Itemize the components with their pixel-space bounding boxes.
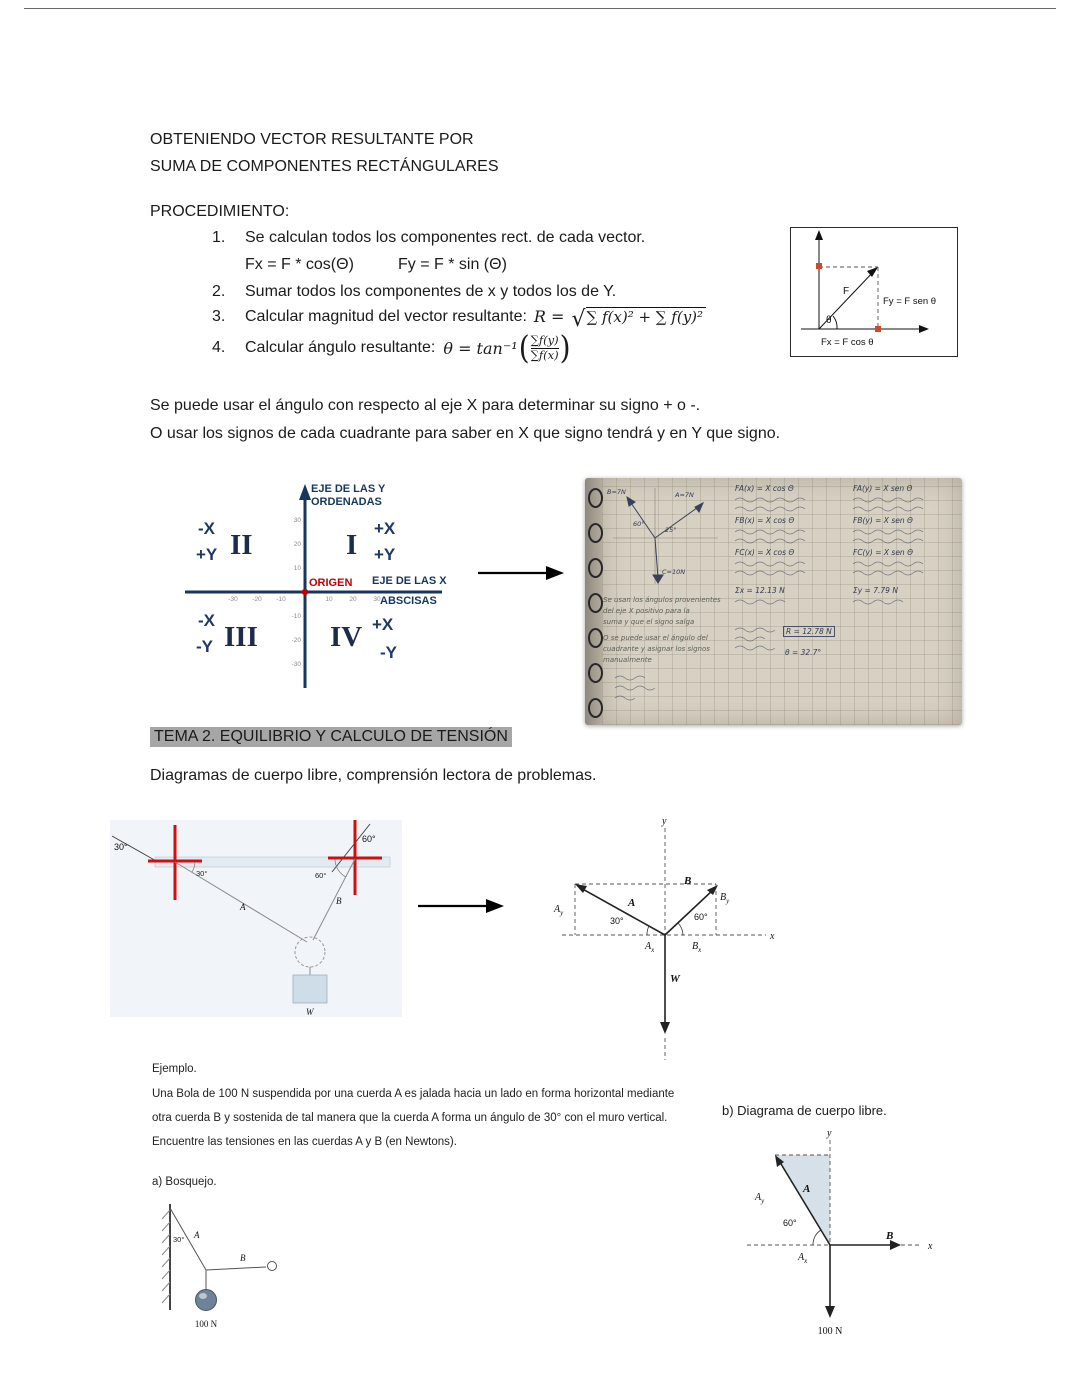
quadrant-4-labels xyxy=(330,615,398,662)
handwriting-line: FB(x) = X cos Θ xyxy=(735,516,795,525)
step1-text: Se calculan todos los componentes rect. de cada vector. xyxy=(245,229,646,246)
handwriting-result: R = 12.78 N xyxy=(783,626,835,637)
example-line1: Una Bola de 100 N suspendida por una cuerda A es jalada hacia un lado en forma horizontal mediante xyxy=(152,1088,675,1100)
example-part-b-label: b) Diagrama de cuerpo libre. xyxy=(722,1103,887,1118)
handwriting-line: FB(y) = X sen Θ xyxy=(853,516,913,525)
q4-roman: IV xyxy=(330,621,363,653)
step3-number: 3. xyxy=(212,307,226,325)
step4-text: Calcular ángulo resultante: xyxy=(245,339,436,357)
example-line3: Encuentre las tensiones en las cuerdas A y B (en Newtons). xyxy=(152,1136,457,1148)
fbd2-weight-label: 100 N xyxy=(817,1326,843,1337)
handwriting-squiggles xyxy=(585,478,962,725)
q3-sign-x: -X xyxy=(198,611,215,630)
fbd2-construction-lines xyxy=(747,1140,921,1245)
angle-right-outer: 60° xyxy=(362,834,376,844)
signs-paragraph-line1: Se puede usar el ángulo con respecto al eje X para determinar su signo + o -. xyxy=(150,397,701,414)
fbd2-a-vector-label: A xyxy=(803,1183,811,1195)
tension-setup-figure xyxy=(110,812,402,1017)
force-components-diagram xyxy=(790,227,958,357)
close-paren: ) xyxy=(559,328,571,367)
step4-formula-lhs: θ = tan⁻¹ xyxy=(443,338,518,358)
fbd1-y-axis-label: y xyxy=(662,816,667,827)
tick-x: -10 xyxy=(276,596,286,603)
tick-x: -20 xyxy=(252,596,262,603)
figure-background xyxy=(110,820,402,1017)
handwriting-result: θ = 32.7° xyxy=(785,648,822,657)
ball-highlight xyxy=(199,1293,207,1299)
fraction-denominator: ∑f(x) xyxy=(530,347,559,362)
example-part-a-label: a) Bosquejo. xyxy=(152,1176,217,1188)
sketch-rope-b-label: B xyxy=(240,1253,246,1263)
q3-sign-y: -Y xyxy=(196,637,213,656)
origin-dot xyxy=(302,589,308,595)
step1-formula-fx: Fx = F * cos(Θ) xyxy=(245,256,354,273)
fy-component-label: Fy = F sen θ xyxy=(883,296,937,307)
fbd2-y-axis-label: y xyxy=(827,1128,832,1139)
page-top-rule xyxy=(24,8,1056,9)
handwriting-note: manualmente xyxy=(603,656,652,664)
sketch-a-label: A=7N xyxy=(675,491,694,499)
x-axis-label-2: ABSCISAS xyxy=(380,595,437,607)
handwriting-line: FC(y) = X sen Θ xyxy=(853,548,913,557)
example-line2: otra cuerda B y sostenida de tal manera que la cuerda A forma un ángulo de 30° con el muro vertical. xyxy=(152,1112,668,1124)
tick-y: 30 xyxy=(293,517,301,524)
doc-title-line2: SUMA DE COMPONENTES RECTÁNGULARES xyxy=(150,158,499,175)
fbd1-by-label: $B_y$ xyxy=(720,892,730,905)
handwriting-line: Σy = 7.79 N xyxy=(853,586,898,595)
fbd2-ax-label: $A_x$ xyxy=(798,1252,808,1265)
notebook-photo xyxy=(585,478,962,725)
fbd1-angle-b: 60° xyxy=(694,912,708,922)
step3-text: Calcular magnitud del vector resultante: xyxy=(245,307,527,325)
signs-paragraph-line2: O usar los signos de cada cuadrante para saber en X que signo tendrá y en Y que signo. xyxy=(150,425,781,442)
theta-label: θ xyxy=(826,315,832,326)
tick-x: -30 xyxy=(228,596,238,603)
q1-sign-y: +Y xyxy=(374,545,396,564)
rope-a-label: A xyxy=(240,902,246,912)
handwriting-line: FA(x) = X cos Θ xyxy=(735,484,794,493)
quadrant-diagram xyxy=(170,476,480,704)
quadrant-3-labels xyxy=(196,611,258,656)
tema2-subheading: Diagramas de cuerpo libre, comprensión lectora de problemas. xyxy=(150,767,597,784)
sketch-ropes xyxy=(170,1208,277,1290)
tema2-heading: TEMA 2. EQUILIBRIO Y CALCULO DE TENSIÓN xyxy=(150,727,512,747)
fbd2-x-axis-label: x xyxy=(928,1241,933,1252)
pull-hook xyxy=(268,1262,277,1271)
example-label: Ejemplo. xyxy=(152,1063,197,1075)
procedure-step-4 xyxy=(212,328,572,367)
y-axis-label-2: ORDENADAS xyxy=(311,496,382,508)
step2-text: Sumar todos los componentes de x y todos los de Y. xyxy=(245,283,617,300)
q2-sign-x: -X xyxy=(198,519,215,538)
y-axis-label-1: EJE DE LAS Y xyxy=(311,483,386,495)
procedure-step-1 xyxy=(212,229,645,247)
tick-y: -20 xyxy=(291,637,301,644)
fraction-numerator: ∑f(y) xyxy=(530,333,559,347)
step2-number: 2. xyxy=(212,283,226,300)
origin-label: ORIGEN xyxy=(309,577,353,589)
fbd1-bx-label: $B_x$ xyxy=(692,941,702,954)
fbd1-x-axis-label: x xyxy=(770,931,775,942)
f-vector-label: F xyxy=(843,286,850,297)
procedure-step-3 xyxy=(212,306,706,332)
step1-number: 1. xyxy=(212,229,226,246)
sketch-b-label: B=7N xyxy=(607,488,626,496)
q4-sign-y: -Y xyxy=(380,643,397,662)
fbd1-ay-label: $A_y$ xyxy=(554,904,564,917)
radical-sign: √ xyxy=(571,306,586,332)
handwriting-note: O se puede usar el ángulo del xyxy=(603,634,708,642)
red-marker xyxy=(875,326,881,332)
angle-right-inner: 60° xyxy=(315,871,327,880)
q1-roman: I xyxy=(346,529,358,561)
fx-component-label: Fx = F cos θ xyxy=(821,337,874,348)
free-body-diagram-1 xyxy=(548,812,788,1064)
ball xyxy=(196,1290,217,1311)
red-marker xyxy=(816,263,822,269)
tema2-heading-wrap xyxy=(150,727,512,747)
fbd2-b-vector-label: B xyxy=(886,1230,894,1242)
angle-left-outer: 30° xyxy=(114,842,128,852)
q4-sign-x: +X xyxy=(372,615,394,634)
sketch-weight-label: 100 N xyxy=(194,1319,218,1329)
handwriting-line: Σx = 12.13 N xyxy=(735,586,785,595)
rope-b-label: B xyxy=(336,896,342,906)
tick-y: -10 xyxy=(291,613,301,620)
fbox-axes xyxy=(801,230,929,333)
q2-roman: II xyxy=(230,529,253,561)
quadrant-1-labels xyxy=(346,519,396,564)
right-arrow-1 xyxy=(478,562,566,584)
fbd1-angle-a: 30° xyxy=(610,916,624,926)
handwriting-note: del eje X positivo para la xyxy=(603,607,690,615)
q2-sign-y: +Y xyxy=(196,545,218,564)
tick-x: 30 xyxy=(373,596,381,603)
doc-title-line1: OBTENIENDO VECTOR RESULTANTE POR xyxy=(150,131,474,148)
sketch-angle-label: 30° xyxy=(173,1235,185,1244)
handwriting-note: Se usan los ángulos provenientes xyxy=(603,596,721,604)
doc-title xyxy=(150,126,499,180)
sketch-rope-a-label: A xyxy=(194,1230,200,1240)
fbd1-b-vector-label: B xyxy=(684,875,692,887)
fbd2-angle-label: 60° xyxy=(783,1218,797,1228)
free-body-diagram-2 xyxy=(735,1122,950,1357)
procedure-step-2 xyxy=(212,283,616,301)
q1-sign-x: +X xyxy=(374,519,396,538)
fbd2-ay-label: $A_y$ xyxy=(755,1192,765,1205)
fbd1-vectors xyxy=(575,884,718,1034)
tick-y: 20 xyxy=(293,541,301,548)
open-paren: ( xyxy=(518,328,530,367)
handwriting-line: FC(x) = X cos Θ xyxy=(735,548,795,557)
quadrant-2-labels xyxy=(196,519,253,564)
fbd1-ax-label: $A_x$ xyxy=(645,941,655,954)
sketch-angle-1: 25° xyxy=(665,526,677,534)
weight-label: W xyxy=(306,1007,314,1017)
angle-left-inner: 30° xyxy=(196,869,208,878)
step4-number: 4. xyxy=(212,339,226,357)
sketch-c-label: C=10N xyxy=(662,568,686,576)
tick-y: 10 xyxy=(293,565,301,572)
x-axis-label-1: EJE DE LAS X xyxy=(372,575,447,587)
step4-fraction xyxy=(531,334,559,363)
handwriting-note: cuadrante y asignar los signos xyxy=(603,645,710,653)
tick-y: -30 xyxy=(291,661,301,668)
step3-radicand: ∑ f(x)² + ∑ f(y)² xyxy=(586,307,707,326)
hanging-block xyxy=(293,975,327,1003)
wall xyxy=(162,1204,170,1310)
handwriting-note: suma y que el signo salga xyxy=(603,618,695,626)
bosquejo-sketch xyxy=(140,1196,310,1354)
tick-x: 10 xyxy=(325,596,333,603)
step3-formula-lhs: R = xyxy=(533,307,565,326)
procedure-heading: PROCEDIMIENTO: xyxy=(150,203,290,220)
step1-formula-fy: Fy = F * sin (Θ) xyxy=(398,256,507,273)
right-arrow-2 xyxy=(418,895,506,917)
sketch-angle-2: 60° xyxy=(633,520,645,528)
fbd1-a-vector-label: A xyxy=(628,897,636,909)
q3-roman: III xyxy=(224,621,258,653)
handwriting-line: FA(y) = X sen Θ xyxy=(853,484,913,493)
tick-x: 20 xyxy=(349,596,357,603)
force-components-svg xyxy=(791,228,955,354)
fbd1-w-vector-label: W xyxy=(670,973,680,985)
